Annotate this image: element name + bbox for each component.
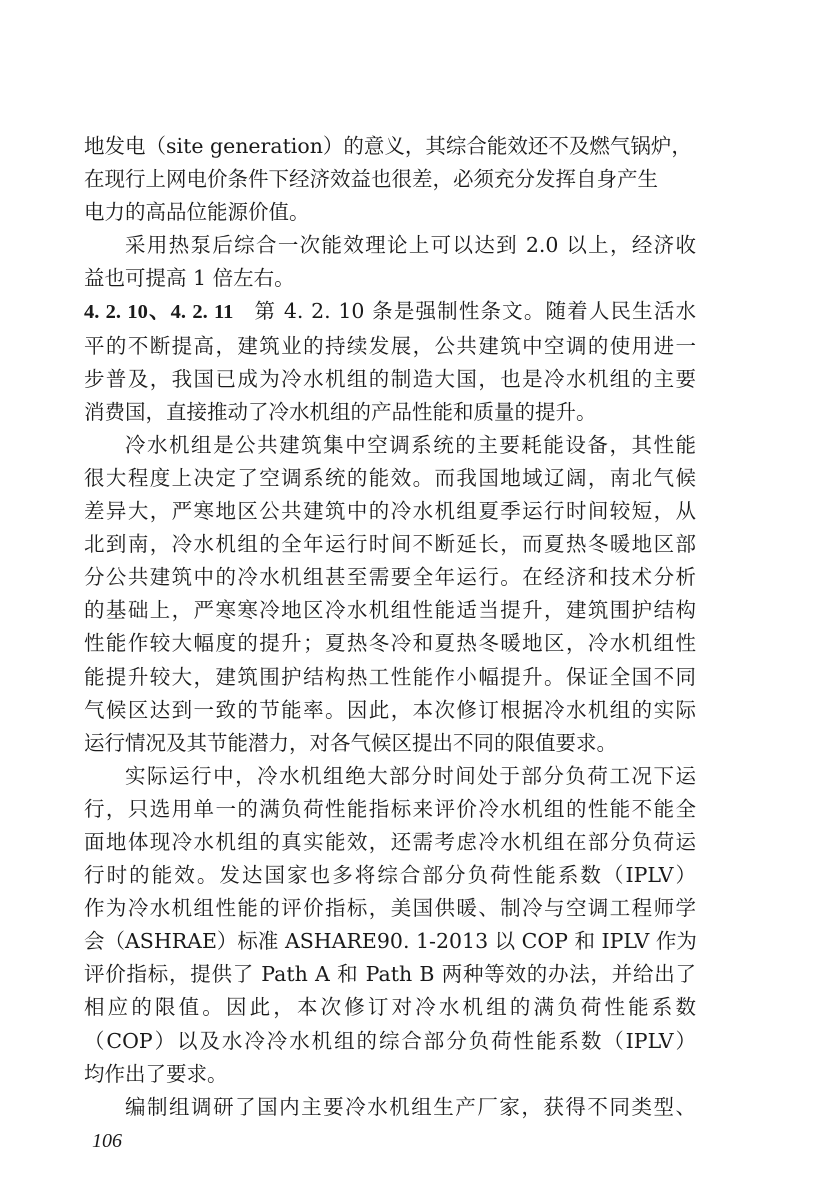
text-line: 会（ASHRAE）标准 ASHARE90. 1-2013 以 COP 和 IPLV 作为 [84, 929, 697, 954]
text-line: 作为冷水机组性能的评价指标，美国供暖、制冷与空调工程师学 [84, 896, 696, 921]
text-line: 行，只选用单一的满负荷性能指标来评价冷水机组的性能不能全 [84, 796, 696, 821]
text-line: 北到南，冷水机组的全年运行时间不断延长，而夏热冬暖地区部 [84, 532, 696, 557]
text-segment: 第 4. 2. 10 条是强制性条文。随着人民生活水 [253, 299, 696, 324]
text-line: 步普及，我国已成为冷水机组的制造大国，也是冷水机组的主要 [84, 366, 696, 391]
text-line: 益也可提高 1 倍左右。 [84, 266, 295, 291]
paragraph-survey [84, 1091, 696, 1124]
paragraph-clause-4-2-10 [84, 295, 696, 428]
text-line: 平的不断提高，建筑业的持续发展，公共建筑中空调的使用进一 [84, 333, 696, 358]
text-line: 消费国，直接推动了冷水机组的产品性能和质量的提升。 [84, 399, 597, 424]
text-line: （COP）以及水冷冷水机组的综合部分负荷性能系数（IPLV） [84, 1028, 696, 1053]
paragraph-chiller-energy [84, 429, 696, 760]
text-line: 差异大，严寒地区公共建筑中的冷水机组夏季运行时间较短，从 [84, 499, 696, 524]
text-line: 在现行上网电价条件下经济效益也很差，必须充分发挥自身产生 [84, 167, 658, 192]
text-line: 评价指标，提供了 Path A 和 Path B 两种等效的办法，并给出了 [84, 962, 696, 987]
text-line: 相应的限值。因此，本次修订对冷水机组的满负荷性能系数 [84, 995, 696, 1020]
text-line: 地发电（site generation）的意义，其综合能效还不及燃气锅炉， [84, 134, 692, 158]
text-line: 电力的高品位能源价值。 [84, 200, 310, 225]
text-line: 编制组调研了国内主要冷水机组生产厂家，获得不同类型、 [125, 1094, 696, 1119]
paragraph-heat-pump [84, 229, 696, 295]
text-line: 行时的能效。发达国家也多将综合部分负荷性能系数（IPLV） [84, 863, 696, 888]
text-line [84, 295, 696, 329]
paragraph-site-generation [84, 130, 696, 229]
page-body [84, 130, 696, 1124]
text-line: 气候区达到一致的节能率。因此，本次修订根据冷水机组的实际 [84, 697, 696, 722]
text-line: 实际运行中，冷水机组绝大部分时间处于部分负荷工况下运 [125, 763, 696, 788]
text-line: 的基础上，严寒寒冷地区冷水机组性能适当提升，建筑围护结构 [84, 598, 696, 623]
text-line: 运行情况及其节能潜力，对各气候区提出不同的限值要求。 [84, 730, 617, 755]
page-number: 106 [92, 1130, 122, 1152]
text-line: 均作出了要求。 [84, 1061, 228, 1086]
clause-number: 4. 2. 10、4. 2. 11 [84, 301, 234, 324]
text-line: 分公共建筑中的冷水机组甚至需要全年运行。在经济和技术分析 [84, 565, 696, 590]
text-line: 能提升较大，建筑围护结构热工性能作小幅提升。保证全国不同 [84, 664, 696, 689]
text-line: 很大程度上决定了空调系统的能效。而我国地域辽阔，南北气候 [84, 465, 696, 490]
text-line: 面地体现冷水机组的真实能效，还需考虑冷水机组在部分负荷运 [84, 829, 696, 854]
text-line: 性能作较大幅度的提升；夏热冬冷和夏热冬暖地区，冷水机组性 [84, 631, 696, 656]
text-line: 采用热泵后综合一次能效理论上可以达到 2.0 以上，经济收 [125, 233, 696, 258]
paragraph-partial-load [84, 760, 696, 1091]
text-line: 冷水机组是公共建筑集中空调系统的主要耗能设备，其性能 [125, 432, 696, 457]
